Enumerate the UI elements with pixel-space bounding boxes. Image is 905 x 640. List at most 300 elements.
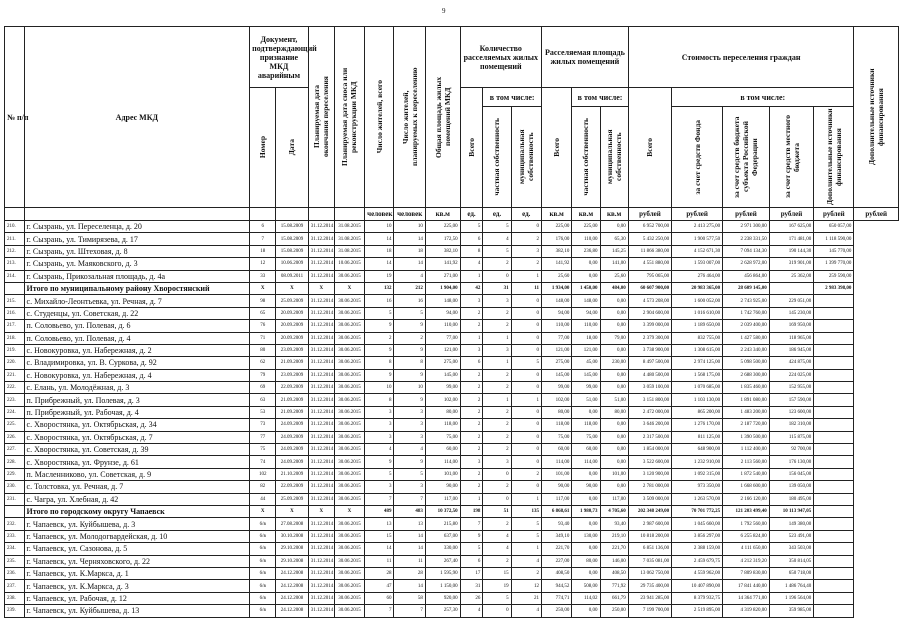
row-cell: 135	[511, 505, 541, 517]
row-cell: 60	[365, 592, 394, 604]
table-row	[5, 605, 899, 617]
row-cell: 0,00	[572, 605, 600, 617]
row-cell: 6/в	[250, 592, 276, 604]
row-cell: 77	[250, 431, 276, 443]
table-row	[5, 592, 899, 604]
row-cell: 1 668 600,00	[723, 481, 770, 493]
row-cell: 20 983 365,00	[672, 282, 723, 294]
row-cell: 123 600,00	[769, 406, 813, 418]
row-address: п. Прибрежный, ул. Рабочая, д. 4	[24, 406, 250, 418]
row-cell: 93,40	[600, 518, 628, 530]
row-cell: 13	[394, 518, 425, 530]
row-cell: 1 568 175,00	[672, 369, 723, 381]
row-cell: 21	[511, 592, 541, 604]
table-row	[5, 493, 899, 505]
row-cell: 4 551 880,00	[628, 258, 671, 270]
row-cell: 182 310,00	[769, 419, 813, 431]
row-cell: 202 348 249,00	[628, 505, 671, 517]
row-cell: 30.06.2015	[334, 580, 364, 592]
row-cell: 1 232 910,00	[672, 456, 723, 468]
row-number: 235.	[5, 555, 25, 567]
row-cell: 6/в	[250, 555, 276, 567]
row-cell: 169 950,00	[769, 320, 813, 332]
row-cell: 2 187 720,00	[723, 419, 770, 431]
row-cell: 30.06.2015	[334, 567, 364, 579]
row-cell: 30.06.2015	[334, 270, 364, 282]
row-cell: 6	[460, 357, 483, 369]
row-cell: 77,00	[425, 332, 460, 344]
row-cell: 0	[483, 270, 511, 282]
row-cell: 1	[483, 394, 511, 406]
row-number: 210.	[5, 221, 25, 233]
table-row	[5, 543, 899, 555]
row-cell: 944,52	[541, 580, 571, 592]
table-row	[5, 530, 899, 542]
row-cell: 10 407 890,00	[672, 580, 723, 592]
row-cell: 3	[511, 245, 541, 257]
row-cell: 2 974 125,00	[672, 357, 723, 369]
row-cell: 30.06.2015	[334, 431, 364, 443]
table-row	[5, 456, 899, 468]
row-cell: 176,00	[541, 233, 571, 245]
row-cell: 2 388 159,00	[672, 543, 723, 555]
row-cell: X	[250, 505, 276, 517]
row-cell: 15.08.2009	[276, 245, 309, 257]
row-cell: 51,00	[572, 394, 600, 406]
col-area-header: Расселяемая площадь жилых помещений	[541, 27, 628, 88]
row-cell: 6 868,61	[541, 505, 571, 517]
row-cell: 408,50	[600, 567, 628, 579]
row-cell: 75,00	[425, 431, 460, 443]
row-address: г. Чапаевск, ул. Куйбышева, д. 13	[24, 605, 250, 617]
row-cell: 31.12.2014	[308, 307, 334, 319]
row-cell: 0	[511, 295, 541, 307]
col-area-total-header: Всего	[541, 88, 571, 208]
row-address: с. Михайло-Леонтьевка, ул. Речная, д. 7	[24, 295, 250, 307]
row-number: 211.	[5, 233, 25, 245]
row-cell: 22.09.2009	[276, 481, 309, 493]
row-cell: 65	[250, 307, 276, 319]
row-cell: 3	[394, 431, 425, 443]
row-cell: 0	[511, 406, 541, 418]
col-area-including-header: в том числе:	[572, 88, 628, 107]
row-cell: 31.12.2014	[308, 320, 334, 332]
row-address: с. Хворостянка, ул. Октябрьская, д. 34	[24, 419, 250, 431]
row-cell: 7	[365, 493, 394, 505]
row-cell: 20.09.2009	[276, 307, 309, 319]
row-cell: 31.12.2014	[308, 567, 334, 579]
row-cell: 145 770,00	[814, 245, 854, 257]
row-cell: 6 952 700,00	[628, 221, 671, 233]
row-cell: 145,00	[425, 369, 460, 381]
row-cell	[814, 468, 854, 480]
row-cell: 6	[460, 555, 483, 567]
unit-people: человек	[365, 208, 394, 221]
row-cell: 190 144,30	[769, 245, 813, 257]
col-count-private-header: частная собственность	[483, 107, 511, 208]
row-cell: 6/в	[250, 580, 276, 592]
row-cell: 25,60	[600, 270, 628, 282]
row-cell: 771,92	[600, 580, 628, 592]
unit-rub: рублей	[672, 208, 723, 221]
row-cell: 8	[394, 357, 425, 369]
col-cost-local-header: за счет средств местного бюджета	[769, 107, 813, 208]
row-cell: 2	[483, 555, 511, 567]
row-cell: 10 372,50	[425, 505, 460, 517]
row-cell: 114,00	[425, 456, 460, 468]
row-cell: 121,00	[572, 344, 600, 356]
row-cell: 118 965,00	[769, 332, 813, 344]
row-cell: 2	[483, 369, 511, 381]
row-cell: 31.08.2015	[334, 221, 364, 233]
row-cell: 145,25	[600, 245, 628, 257]
row-cell: 4	[511, 605, 541, 617]
row-number: 232.	[5, 518, 25, 530]
row-cell: 23.09.2009	[276, 344, 309, 356]
row-cell: 229 051,00	[769, 295, 813, 307]
row-cell: 1 070 685,00	[672, 382, 723, 394]
table-row	[5, 555, 899, 567]
row-cell: 62	[250, 357, 276, 369]
row-cell: 3	[460, 456, 483, 468]
row-cell: 0	[511, 369, 541, 381]
row-cell: 21.09.2009	[276, 406, 309, 418]
row-cell: 102,00	[425, 394, 460, 406]
row-cell: 224 025,00	[769, 369, 813, 381]
table-row	[5, 431, 899, 443]
table-row	[5, 258, 899, 270]
row-cell	[814, 555, 854, 567]
row-cell: 31.12.2014	[308, 431, 334, 443]
row-address: г. Чапаевск, ул. Рабочая, д. 12	[24, 592, 250, 604]
row-cell: 58	[394, 592, 425, 604]
row-cell: 0,00	[600, 382, 628, 394]
row-number: 228.	[5, 456, 25, 468]
unit-rub: рублей	[814, 208, 854, 221]
row-cell: 3 738 900,00	[628, 344, 671, 356]
row-cell: 6/в	[250, 605, 276, 617]
row-cell: 14	[394, 530, 425, 542]
row-cell: 2 413 275,00	[672, 221, 723, 233]
table-body	[5, 221, 899, 618]
row-cell: 6	[250, 221, 276, 233]
col-area-private-header: частная собственность	[572, 107, 600, 208]
row-cell: 145 230,00	[769, 307, 813, 319]
row-cell: 110,00	[541, 320, 571, 332]
row-cell: 0,00	[572, 258, 600, 270]
row-address: с. Толстовка, ул. Речная, д. 7	[24, 481, 250, 493]
col-residents-header: Число жителей, всего	[365, 27, 394, 208]
row-cell: 0	[511, 221, 541, 233]
row-cell: 30.06.2015	[334, 357, 364, 369]
row-cell: 3 399 000,00	[628, 320, 671, 332]
col-additional-header: Дополнительные источники финансирования	[854, 27, 899, 208]
row-cell: 198	[460, 505, 483, 517]
row-cell: 4 319 820,00	[723, 605, 770, 617]
row-cell: 319 901,00	[769, 258, 813, 270]
row-cell: 157 590,00	[769, 394, 813, 406]
row-number: 238.	[5, 592, 25, 604]
row-cell: 1 016 610,00	[672, 307, 723, 319]
row-cell: 219,10	[600, 530, 628, 542]
row-number: 224.	[5, 406, 25, 418]
row-cell: 3	[483, 344, 511, 356]
row-cell: 2	[460, 406, 483, 418]
row-cell: 18	[250, 245, 276, 257]
row-number: 213.	[5, 258, 25, 270]
table-row	[5, 245, 899, 257]
row-cell: 31.12.2014	[308, 344, 334, 356]
table-row	[5, 419, 899, 431]
row-address: с. Хворостянка, ул. Фрунзе, д. 61	[24, 456, 250, 468]
col-count-municipal-header: муниципальная собственность	[511, 107, 541, 208]
row-cell: 141,92	[425, 258, 460, 270]
unit-sqm: кв.м	[572, 208, 600, 221]
row-cell	[814, 543, 854, 555]
row-cell: 230,00	[600, 357, 628, 369]
row-cell: 523 491,00	[769, 530, 813, 542]
row-cell: 7 199 700,00	[628, 605, 671, 617]
row-cell: 118,00	[425, 419, 460, 431]
row-cell	[814, 357, 854, 369]
row-address: г. Чапаевск, ул. К.Маркса, д. 1	[24, 567, 250, 579]
row-cell: 5	[511, 357, 541, 369]
row-cell: 28	[394, 567, 425, 579]
row-cell: 2 628 972,00	[723, 258, 770, 270]
row-cell: 114,00	[572, 456, 600, 468]
col-document-header: Документ, подтверждающий признание МКД аварийным	[250, 27, 309, 88]
row-cell: X	[334, 505, 364, 517]
row-cell: 0,00	[572, 468, 600, 480]
row-address: г. Чапаевск, ул. Сазонова, д. 5	[24, 543, 250, 555]
row-cell: 31.12.2014	[308, 295, 334, 307]
subtotal-row	[5, 505, 899, 517]
row-cell: 90,00	[572, 481, 600, 493]
row-cell: 2 987 600,00	[628, 518, 671, 530]
row-cell: 1	[460, 493, 483, 505]
row-cell: 21.09.2009	[276, 357, 309, 369]
row-cell: 5	[483, 592, 511, 604]
row-address: с. Студенцы, ул. Советская, д. 22	[24, 307, 250, 319]
row-cell: 08.09.2011	[276, 270, 309, 282]
row-cell: 27.08.2008	[276, 518, 309, 530]
row-cell: 2 379 300,00	[628, 332, 671, 344]
row-cell: 508,00	[572, 580, 600, 592]
row-cell: 53	[250, 406, 276, 418]
row-cell: 132	[365, 282, 394, 294]
row-cell: 0,00	[600, 369, 628, 381]
row-cell: 343 503,00	[769, 543, 813, 555]
row-cell: 30.10.2008	[276, 530, 309, 542]
row-cell: 5	[460, 543, 483, 555]
row-number: 226.	[5, 431, 25, 443]
row-cell: 1 593 007,00	[672, 258, 723, 270]
row-cell: 2	[483, 307, 511, 319]
row-cell: 13	[365, 518, 394, 530]
row-cell: 30.06.2015	[334, 406, 364, 418]
row-cell: 101,00	[541, 468, 571, 480]
row-cell: 80	[250, 344, 276, 356]
row-cell: 4 705,60	[600, 505, 628, 517]
row-cell: 30.06.2015	[334, 468, 364, 480]
row-cell: 18	[365, 245, 394, 257]
table-row	[5, 344, 899, 356]
row-cell: 139 050,00	[769, 481, 813, 493]
row-cell: 31.12.2014	[308, 332, 334, 344]
row-number: 215.	[5, 295, 25, 307]
row-cell: 3	[460, 344, 483, 356]
row-cell: 920,00	[425, 592, 460, 604]
row-cell: 171 481,00	[769, 233, 813, 245]
row-cell: 148,00	[541, 295, 571, 307]
row-cell: 2	[483, 444, 511, 456]
row-number: 222.	[5, 382, 25, 394]
row-cell: 811 125,00	[672, 431, 723, 443]
row-cell: 75	[250, 444, 276, 456]
row-cell: 250,00	[600, 605, 628, 617]
row-number: 223.	[5, 394, 25, 406]
row-cell: 2	[483, 419, 511, 431]
row-address: п. Соловьево, ул. Полевая, д. 6	[24, 320, 250, 332]
row-cell: 33	[250, 270, 276, 282]
row-cell: 30.06.2015	[334, 295, 364, 307]
row-cell: 11	[394, 555, 425, 567]
row-cell: 6/в	[250, 567, 276, 579]
row-cell: 382,10	[425, 245, 460, 257]
row-cell: 79	[250, 369, 276, 381]
row-cell: 221,70	[600, 543, 628, 555]
row-cell: X	[276, 282, 309, 294]
row-cell	[814, 592, 854, 604]
row-cell: 148,00	[572, 295, 600, 307]
row-number: 218.	[5, 332, 25, 344]
row-cell: 9	[460, 530, 483, 542]
row-cell: 4	[511, 555, 541, 567]
row-cell: 0	[511, 344, 541, 356]
row-cell: 2 113 560,00	[723, 456, 770, 468]
unit-people: человек	[394, 208, 425, 221]
row-cell	[814, 431, 854, 443]
row-number: 219.	[5, 344, 25, 356]
row-cell	[769, 282, 813, 294]
row-address: с. Хворостянка, ул. Октябрьская, д. 7	[24, 431, 250, 443]
row-cell: 2	[483, 258, 511, 270]
row-cell: 1	[483, 357, 511, 369]
col-cost-total-header: Всего	[628, 88, 671, 208]
row-cell: 80,00	[541, 406, 571, 418]
table-row	[5, 394, 899, 406]
row-cell: 90,00	[425, 481, 460, 493]
row-cell: 115 875,00	[769, 431, 813, 443]
row-cell: 2 519 895,00	[672, 605, 723, 617]
row-cell: 30.06.2015	[334, 493, 364, 505]
table-row	[5, 382, 899, 394]
row-cell: 1 891 080,00	[723, 394, 770, 406]
row-cell: 42	[460, 282, 483, 294]
row-cell: X	[250, 282, 276, 294]
row-cell: 17 841 440,00	[723, 580, 770, 592]
row-cell: 30.06.2015	[334, 605, 364, 617]
header-row-1	[5, 27, 899, 88]
row-cell: 1 595,90	[425, 567, 460, 579]
row-cell: 31.08.2015	[334, 233, 364, 245]
row-cell: 31.12.2014	[308, 419, 334, 431]
row-number: 233.	[5, 530, 25, 542]
row-cell: 30.06.2015	[334, 369, 364, 381]
row-cell: 4	[460, 258, 483, 270]
row-cell: 350 814,05	[769, 555, 813, 567]
row-cell: 489	[365, 505, 394, 517]
row-cell: 28	[365, 567, 394, 579]
row-cell: 30.06.2015	[334, 543, 364, 555]
row-cell	[814, 530, 854, 542]
row-cell: 382,10	[541, 245, 571, 257]
row-cell: 0	[511, 332, 541, 344]
row-cell	[814, 320, 854, 332]
row-cell: 30.06.2015	[334, 518, 364, 530]
row-cell: 24.09.2009	[276, 444, 309, 456]
row-cell: 10 818 200,00	[628, 530, 671, 542]
row-cell: 0	[483, 605, 511, 617]
row-cell: 63	[250, 394, 276, 406]
row-cell: 1 486 764,40	[769, 580, 813, 592]
row-cell: 225,00	[572, 221, 600, 233]
row-cell: 141,00	[600, 258, 628, 270]
row-cell: 267,40	[425, 555, 460, 567]
row-cell: 30.06.2015	[334, 394, 364, 406]
col-doc-date-header: Дата	[276, 88, 309, 208]
row-cell	[814, 580, 854, 592]
resettlement-table	[4, 26, 899, 618]
row-cell: 0,00	[600, 307, 628, 319]
row-cell	[814, 481, 854, 493]
row-cell: 3 509 000,00	[628, 493, 671, 505]
row-cell: 650 057,00	[814, 221, 854, 233]
row-cell: 4	[483, 233, 511, 245]
row-cell: 0,00	[600, 419, 628, 431]
row-cell: 14	[394, 580, 425, 592]
row-cell: 0,00	[600, 456, 628, 468]
row-cell: 275,00	[425, 357, 460, 369]
row-cell: 45,00	[572, 357, 600, 369]
row-cell: 102	[250, 468, 276, 480]
row-cell: 73	[250, 419, 276, 431]
row-cell: 186 945,00	[769, 344, 813, 356]
row-cell: 30.06.2015	[334, 530, 364, 542]
row-cell: 24.12.2008	[276, 592, 309, 604]
row-cell: 275,00	[541, 357, 571, 369]
row-cell: 4 111 650,00	[723, 543, 770, 555]
row-cell: 31.12.2014	[308, 369, 334, 381]
row-cell: 9	[365, 344, 394, 356]
row-cell	[814, 456, 854, 468]
row-cell: 9	[394, 320, 425, 332]
row-address: п. Прибрежный, ул. Полевая, д. 3	[24, 394, 250, 406]
row-cell: 1 835 460,00	[723, 382, 770, 394]
row-cell: 1 196 564,00	[769, 592, 813, 604]
row-cell: 29.10.2008	[276, 555, 309, 567]
row-cell: 60,00	[425, 444, 460, 456]
row-cell: 14 364 771,00	[723, 592, 770, 604]
row-cell: 31.12.2014	[308, 592, 334, 604]
row-cell: 24.12.2008	[276, 567, 309, 579]
row-cell: 9	[365, 369, 394, 381]
row-cell	[814, 505, 854, 517]
row-cell: 152 955,00	[769, 382, 813, 394]
row-cell: 31.12.2014	[308, 518, 334, 530]
row-cell: 6/в	[250, 543, 276, 555]
row-cell: 0,00	[572, 406, 600, 418]
